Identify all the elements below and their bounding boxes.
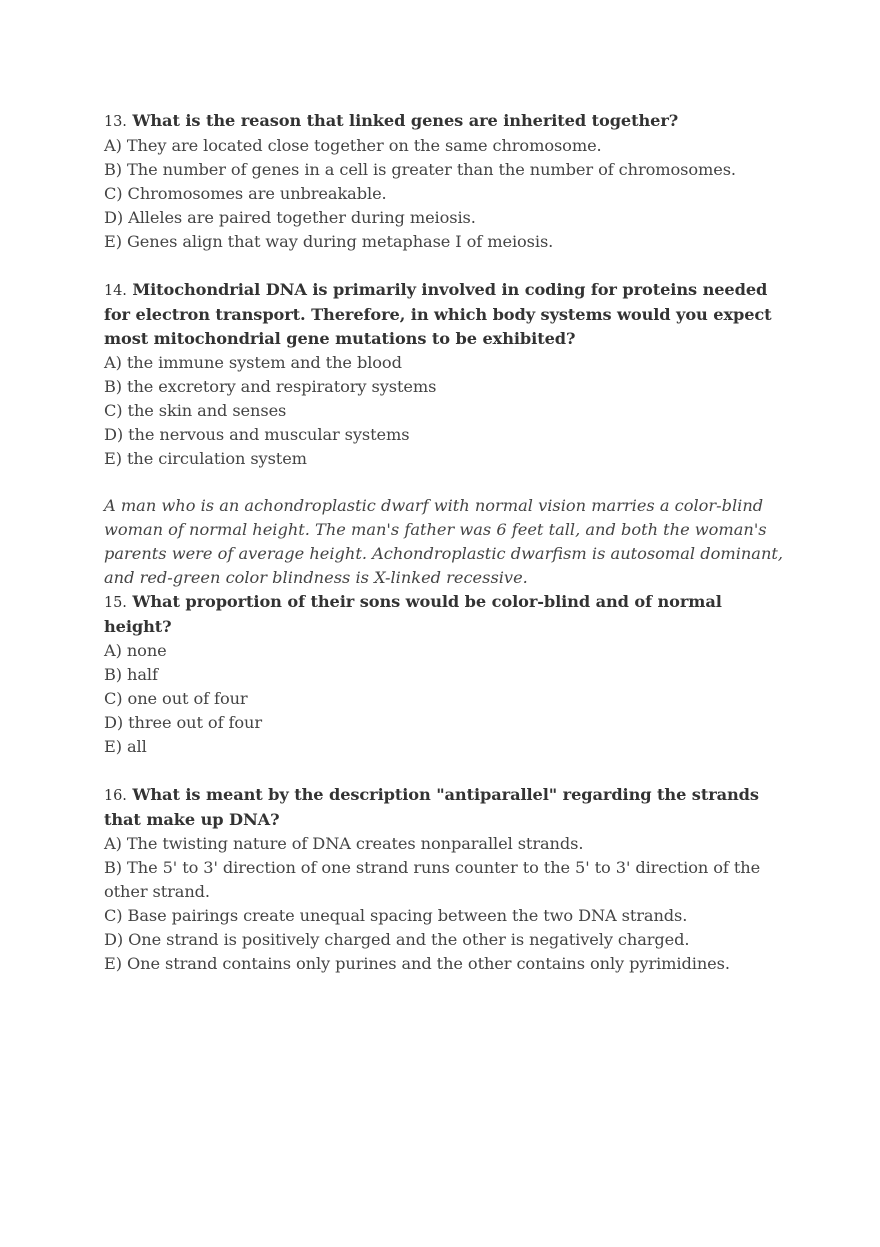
question-15 bbox=[104, 494, 784, 759]
answer-option-b: B) the excretory and respiratory systems bbox=[104, 376, 437, 396]
question-stem bbox=[104, 783, 784, 832]
answer-option-d: D) three out of four bbox=[104, 713, 263, 732]
question-stem bbox=[104, 278, 784, 351]
scenario-paragraph: A man who is an achondroplastic dwarf with normal vision marries a color-blind woman of normal height. The man's father was 6 feet tall, and both the woman's parents were of average height. Achondroplastic dwarfism is autosomal dominant, and red-green color blindness is X-linked recessive. bbox=[104, 496, 784, 587]
question-text: What is meant by the description "antiparallel" regarding the strands that make up DNA? bbox=[104, 784, 759, 829]
answer-option-d: D) Alleles are paired together during meiosis. bbox=[104, 208, 476, 227]
question-stem bbox=[104, 109, 784, 134]
answer-option-d: D) the nervous and muscular systems bbox=[104, 424, 410, 444]
question-stem bbox=[104, 590, 784, 639]
answer-option-b: B) The number of genes in a cell is greater than the number of chromosomes. bbox=[104, 160, 736, 179]
answer-option-c: C) Chromosomes are unbreakable. bbox=[104, 184, 387, 203]
question-14 bbox=[104, 278, 784, 471]
answer-option-c: C) Base pairings create unequal spacing between the two DNA strands. bbox=[104, 905, 688, 925]
answer-option-a: A) the immune system and the blood bbox=[104, 352, 402, 372]
question-text: What proportion of their sons would be color-blind and of normal height? bbox=[104, 592, 722, 636]
answer-option-e: E) the circulation system bbox=[104, 448, 307, 468]
question-13 bbox=[104, 109, 784, 254]
question-number: 13. bbox=[104, 114, 127, 130]
answer-option-b: B) The 5' to 3' direction of one strand runs counter to the 5' to 3' direction of the other strand. bbox=[104, 857, 761, 901]
answer-option-d: D) One strand is positively charged and the other is negatively charged. bbox=[104, 929, 690, 949]
answer-option-e: E) One strand contains only purines and the other contains only pyrimidines. bbox=[104, 953, 730, 973]
answer-option-b: B) half bbox=[104, 665, 158, 684]
answer-option-e: E) Genes align that way during metaphase I of meiosis. bbox=[104, 232, 554, 251]
answer-option-a: A) The twisting nature of DNA creates nonparallel strands. bbox=[104, 833, 584, 853]
question-text: Mitochondrial DNA is primarily involved in coding for proteins needed for electron transport. Therefore, in which body systems would you expect most mitochondrial gene mutations to be exhibited? bbox=[104, 279, 772, 348]
answer-option-c: C) the skin and senses bbox=[104, 400, 287, 420]
question-text: What is the reason that linked genes are inherited together? bbox=[132, 111, 679, 130]
document-page bbox=[104, 109, 784, 999]
question-16 bbox=[104, 783, 784, 976]
question-number: 16. bbox=[104, 787, 127, 804]
question-number: 14. bbox=[104, 282, 127, 299]
question-number: 15. bbox=[104, 595, 127, 611]
answer-option-c: C) one out of four bbox=[104, 689, 248, 708]
answer-option-a: A) none bbox=[104, 641, 167, 660]
answer-option-e: E) all bbox=[104, 737, 147, 756]
answer-option-a: A) They are located close together on the same chromosome. bbox=[104, 136, 602, 155]
